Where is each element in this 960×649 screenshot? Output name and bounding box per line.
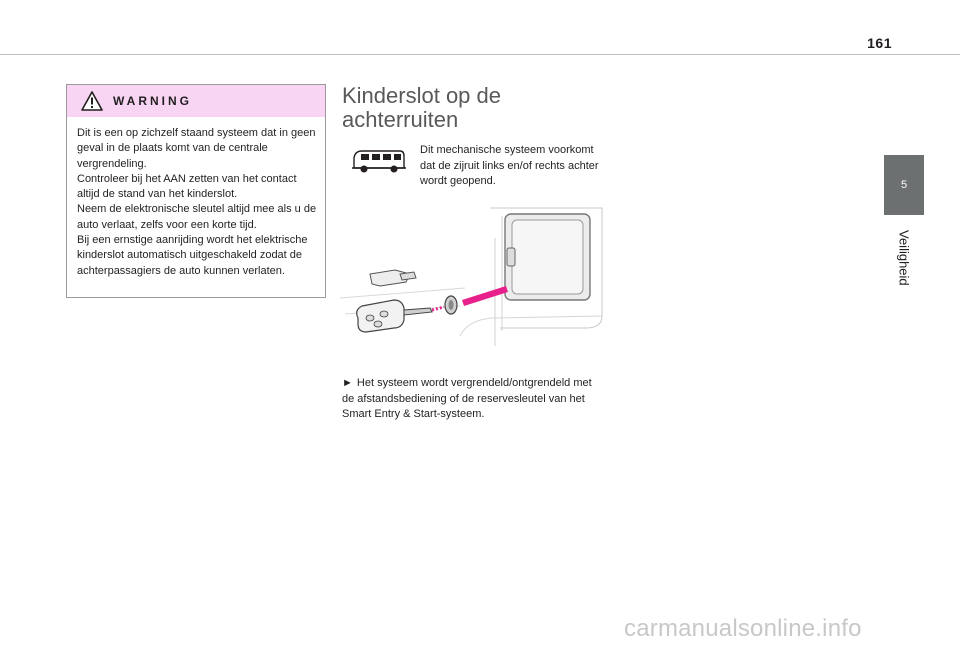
- warning-paragraph: Dit is een op zichzelf staand systeem dat in geen geval in de plaats komt van de centrale vergrendeling.: [77, 127, 316, 170]
- warning-body: [67, 117, 325, 279]
- step-text-content: Het systeem wordt vergrendeld/ontgrendeld met de afstandsbediening of de reservesleutel van het Smart Entry & Start-systeem.: [342, 377, 592, 420]
- section-title: Kinderslot op de achterruiten: [342, 83, 501, 132]
- page-number: 161: [867, 35, 892, 51]
- intro-text: Dit mechanische systeem voorkomt dat de zijruit links en/of rechts achter wordt geopend.: [420, 144, 599, 187]
- chapter-title: [884, 218, 924, 298]
- chapter-tab[interactable]: [884, 155, 924, 215]
- warning-triangle-icon: [81, 91, 103, 111]
- warning-paragraph: Controleer bij het AAN zetten van het contact altijd de stand van het kinderslot.: [77, 172, 297, 201]
- van-icon: [350, 148, 406, 174]
- warning-title: WARNING: [113, 94, 192, 108]
- step-arrow-icon: ►: [342, 377, 353, 389]
- step-text: [342, 376, 604, 423]
- child-lock-illustration: [340, 196, 605, 364]
- chapter-title-text: Veiligheid: [896, 230, 912, 286]
- header-divider: [0, 54, 960, 55]
- warning-header: [67, 85, 325, 117]
- warning-paragraph: Neem de elektronische sleutel altijd mee als u de auto verlaat, zelfs voor een korte tijd.: [77, 203, 317, 231]
- warning-box: [66, 84, 326, 298]
- warning-paragraph: Bij een ernstige aanrijding wordt het elektrische kinderslot automatisch uitgeschakeld zodat de achterpassagiers de auto kunnen verlaten.: [77, 234, 308, 277]
- watermark: carmanualsonline.info: [624, 615, 862, 642]
- chapter-number: 5: [900, 179, 908, 191]
